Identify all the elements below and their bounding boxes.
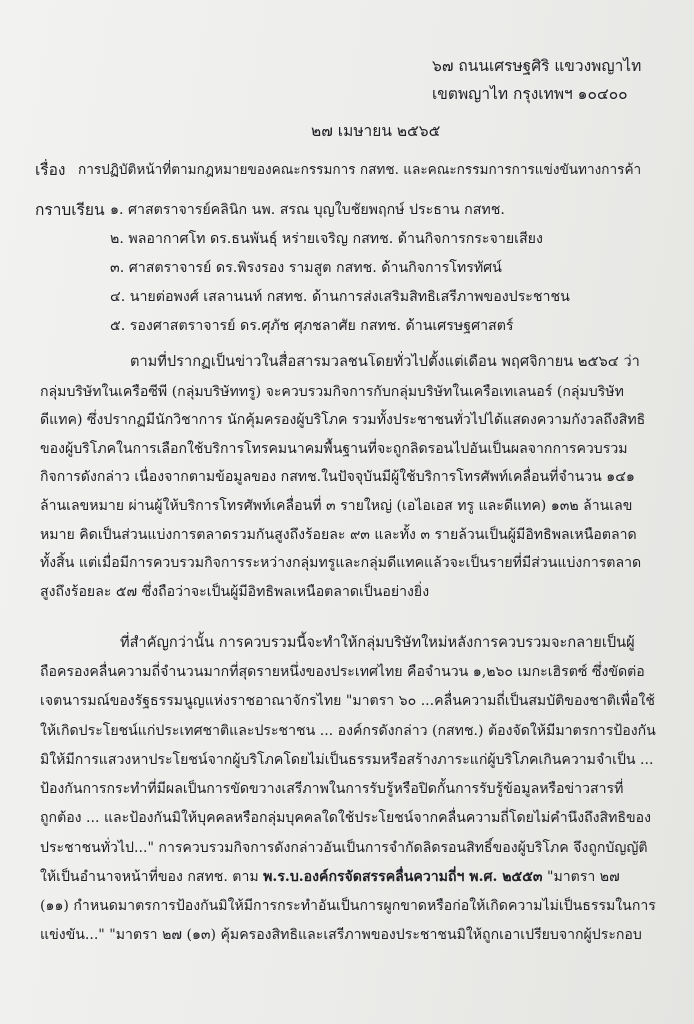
paragraph-2-text: "มาตรา ๒๗ bbox=[542, 869, 620, 885]
paragraph-1-line: หมาย คิดเป็นส่วนแบ่งการตลาดรวมกันสูงถึงร้อยละ ๙๓ และทั้ง ๓ รายล้วนเป็นผู้มีอิทธิพลเหนือตลาด bbox=[40, 527, 637, 543]
recipient-item: ๕. รองศาสตราจารย์ ดร.ศุภัช ศุภชลาศัย กสทช. ด้านเศรษฐศาสตร์ bbox=[110, 318, 514, 334]
subject-text: การปฏิบัติหน้าที่ตามกฎหมายของคณะกรรมการ กสทช. และคณะกรรมการการแข่งขันทางการค้า bbox=[78, 162, 642, 178]
paragraph-1-line: ตามที่ปรากฏเป็นข่าวในสื่อสารมวลชนโดยทั่วไปตั้งแต่เดือน พฤศจิกายน ๒๕๖๔ ว่า bbox=[130, 353, 640, 370]
paragraph-2-line: เจตนารมณ์ของรัฐธรรมนูญแห่งราชอาณาจักรไทย "มาตรา ๖๐ ...คลื่นความถี่เป็นสมบัติของชาติเพื่อใช้ bbox=[40, 693, 655, 709]
recipient-item: ๓. ศาสตราจารย์ ดร.พิรงรอง รามสูต กสทช. ด้านกิจการโทรทัศน์ bbox=[110, 260, 502, 276]
paragraph-2-line: ถือครองคลื่นความถี่จำนวนมากที่สุดรายหนึ่งของประเทศไทย คือจำนวน ๑,๒๖๐ เมกะเฮิรตซ์ ซึ่งขัดต่อ bbox=[40, 664, 645, 680]
sender-address-line-2: เขตพญาไท กรุงเทพฯ ๑๐๔๐๐ bbox=[432, 85, 628, 103]
paragraph-2-line: ถูกต้อง ... และป้องกันมิให้บุคคลหรือกลุ่มบุคคลใดใช้ประโยชน์จากคลื่นความถี่โดยไม่คำนึงถึงสิทธิของ bbox=[40, 810, 652, 826]
letter-date: ๒๗ เมษายน ๒๕๖๕ bbox=[311, 122, 441, 140]
subject-label: เรื่อง bbox=[35, 161, 66, 179]
recipient-item: ๑. ศาสตราจารย์คลินิก นพ. สรณ บุญใบชัยพฤกษ์ ประธาน กสทช. bbox=[110, 202, 505, 218]
paragraph-2-line-with-bold bbox=[40, 867, 620, 887]
paragraph-1-line: ของผู้บริโภคในการเลือกใช้บริการโทรคมนาคมพื้นฐานที่จะถูกลิดรอนไปอันเป็นผลจากการควบรวม bbox=[40, 441, 628, 457]
paragraph-1-line: ทั้งสิ้น แต่เมื่อมีการควบรวมกิจการระหว่างกลุ่มทรูและกลุ่มดีแทคแล้วจะเป็นรายที่มีส่วนแบ่งการตลาด bbox=[40, 555, 642, 571]
paragraph-2-line: (๑๑) กำหนดมาตรการป้องกันมิให้มีการกระทำอันเป็นการผูกขาดหรือก่อให้เกิดความไม่เป็นธรรมในการ bbox=[40, 898, 656, 914]
law-citation-bold: พ.ร.บ.องค์กรจัดสรรคลื่นความถี่ฯ พ.ศ. ๒๕๕๓ bbox=[263, 869, 543, 885]
recipients-label: กราบเรียน bbox=[35, 201, 105, 219]
paragraph-1-line: ดีแทค) ซึ่งปรากฏมีนักวิชาการ นักคุ้มครองผู้บริโภค รวมทั้งประชาชนทั่วไปได้แสดงความกังวลถึงสิทธิ bbox=[40, 412, 646, 428]
paragraph-2-line: มิให้มีการแสวงหาประโยชน์จากผู้บริโภคโดยไม่เป็นธรรมหรือสร้างภาระแก่ผู้บริโภคเกินความจำเป็น ... bbox=[40, 752, 654, 768]
recipient-item: ๔. นายต่อพงศ์ เสลานนท์ กสทช. ด้านการส่งเสริมสิทธิเสรีภาพของประชาชน bbox=[110, 289, 570, 305]
recipient-item: ๒. พลอากาศโท ดร.ธนพันธุ์ หร่ายเจริญ กสทช. ด้านกิจการกระจายเสียง bbox=[110, 231, 543, 247]
paragraph-2-text: ให้เป็นอำนาจหน้าที่ของ กสทช. ตาม bbox=[40, 869, 259, 885]
paragraph-1-line: สูงถึงร้อยละ ๕๗ ซึ่งถือว่าจะเป็นผู้มีอิทธิพลเหนือตลาดเป็นอย่างยิ่ง bbox=[40, 584, 430, 600]
paragraph-1-line: กลุ่มบริษัทในเครือซีพี (กลุ่มบริษัททรู) จะควบรวมกิจการกับกลุ่มบริษัทในเครือเทเลนอร์ (กลุ่มบริษัท bbox=[40, 384, 624, 400]
paragraph-2-line: แข่งขัน..." "มาตรา ๒๗ (๑๓) คุ้มครองสิทธิและเสรีภาพของประชาชนมิให้ถูกเอาเปรียบจากผู้ประกอบ bbox=[40, 927, 642, 943]
paragraph-2-line: ที่สำคัญกว่านั้น การควบรวมนี้จะทำให้กลุ่มบริษัทใหม่หลังการควบรวมจะกลายเป็นผู้ bbox=[120, 634, 635, 651]
paragraph-2-line: ป้องกันการกระทำที่มีผลเป็นการขัดขวางเสรีภาพในการรับรู้หรือปิดกั้นการรับรู้ข้อมูลหรือข่าวสารที่ bbox=[40, 781, 624, 797]
sender-address-line-1: ๖๗ ถนนเศรษฐศิริ แขวงพญาไท bbox=[432, 57, 642, 75]
paragraph-2-line: ประชาชนทั่วไป..." การควบรวมกิจการดังกล่าวอันเป็นการจำกัดลิดรอนสิทธิ์ของผู้บริโภค จึงถูกบัญญัติ bbox=[40, 840, 648, 856]
paragraph-1-line: ล้านเลขหมาย ผ่านผู้ให้บริการโทรศัพท์เคลื่อนที่ ๓ รายใหญ่ (เอไอเอส ทรู และดีแทค) ๑๓๒ ล้านเลข bbox=[40, 498, 633, 514]
paragraph-2-line: ให้เกิดประโยชน์แก่ประเทศชาติและประชาชน ... องค์กรดังกล่าว (กสทช.) ต้องจัดให้มีมาตรการป้องกัน bbox=[40, 723, 656, 739]
paragraph-1-line: กิจการดังกล่าว เนื่องจากตามข้อมูลของ กสทช.ในปัจจุบันมีผู้ใช้บริการโทรศัพท์เคลื่อนที่จำนวน ๑๔๑ bbox=[40, 469, 635, 485]
